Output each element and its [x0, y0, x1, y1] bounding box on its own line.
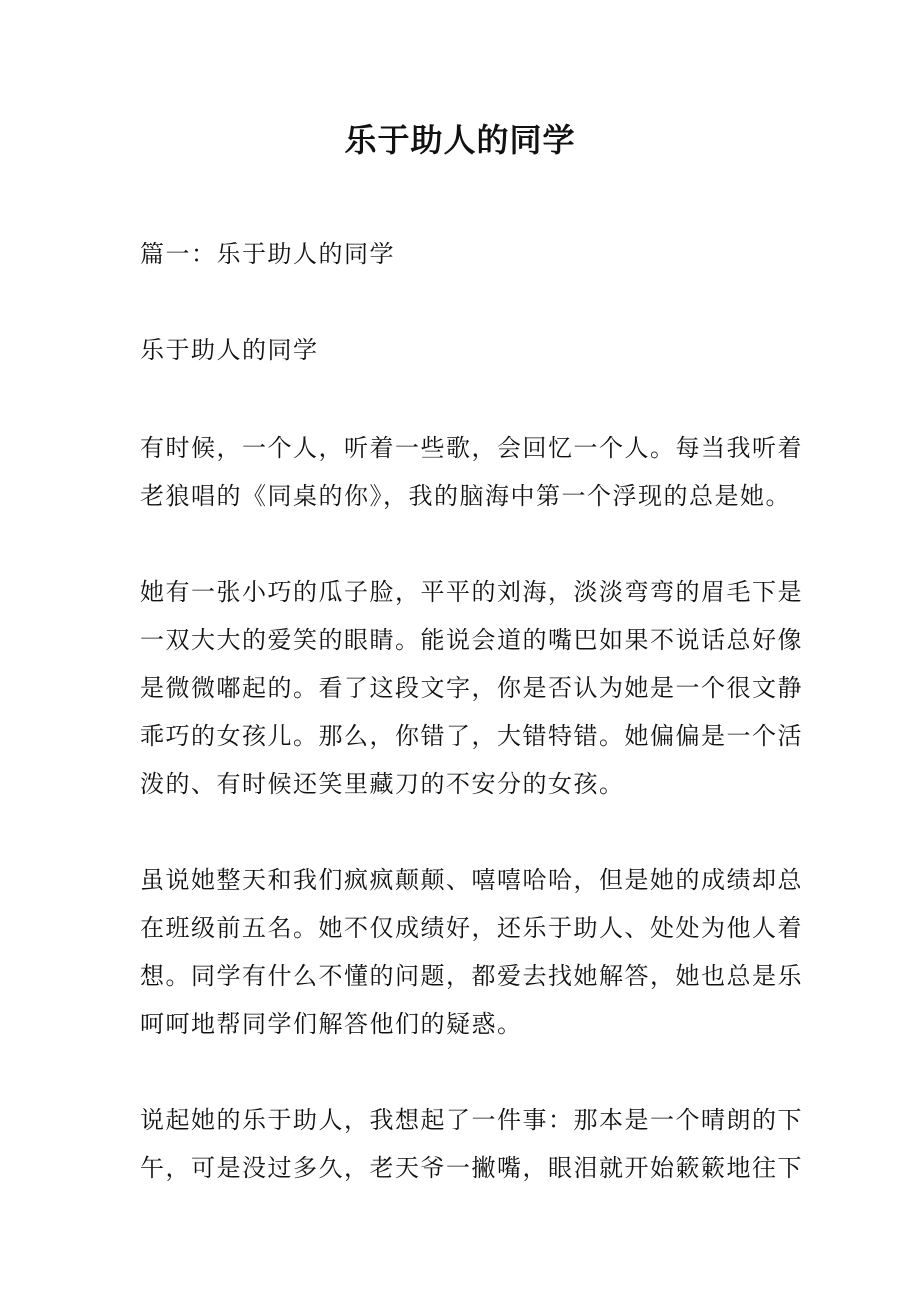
- document-title: 乐于助人的同学: [344, 121, 576, 159]
- paragraph-line: 乖巧的女孩儿。那么，你错了，大错特错。她偏偏是一个活: [140, 722, 803, 750]
- essay-subtitle: 乐于助人的同学: [140, 336, 319, 364]
- paragraph-line: 虽说她整天和我们疯疯颠颠、嘻嘻哈哈，但是她的成绩却总: [140, 866, 803, 894]
- paragraph-line: 呵呵地帮同学们解答他们的疑惑。: [140, 1010, 523, 1038]
- paragraph-line: 午，可是没过多久，老天爷一撇嘴，眼泪就开始簌簌地往下: [140, 1154, 803, 1182]
- paragraph-1: [140, 424, 803, 520]
- paragraph-line: 说起她的乐于助人，我想起了一件事：那本是一个晴朗的下: [140, 1106, 803, 1134]
- paragraph-3: [140, 856, 803, 1048]
- paragraph-line: 是微微嘟起的。看了这段文字，你是否认为她是一个很文静: [140, 674, 803, 702]
- paragraph-line: 在班级前五名。她不仅成绩好，还乐于助人、处处为他人着: [140, 914, 803, 942]
- paragraph-line: 一双大大的爱笑的眼睛。能说会道的嘴巴如果不说话总好像: [140, 626, 803, 654]
- paragraph-line: 有时候，一个人，听着一些歌，会回忆一个人。每当我听着: [140, 434, 803, 462]
- section-heading: 篇一：乐于助人的同学: [140, 240, 395, 268]
- paragraph-4: [140, 1096, 803, 1192]
- paragraph-line: 想。同学有什么不懂的问题，都爱去找她解答，她也总是乐: [140, 962, 803, 990]
- paragraph-2: [140, 568, 803, 808]
- paragraph-line: 老狼唱的《同桌的你》，我的脑海中第一个浮现的总是她。: [140, 482, 791, 510]
- paragraph-line: 泼的、有时候还笑里藏刀的不安分的女孩。: [140, 770, 625, 798]
- paragraph-line: 她有一张小巧的瓜子脸，平平的刘海，淡淡弯弯的眉毛下是: [140, 578, 803, 606]
